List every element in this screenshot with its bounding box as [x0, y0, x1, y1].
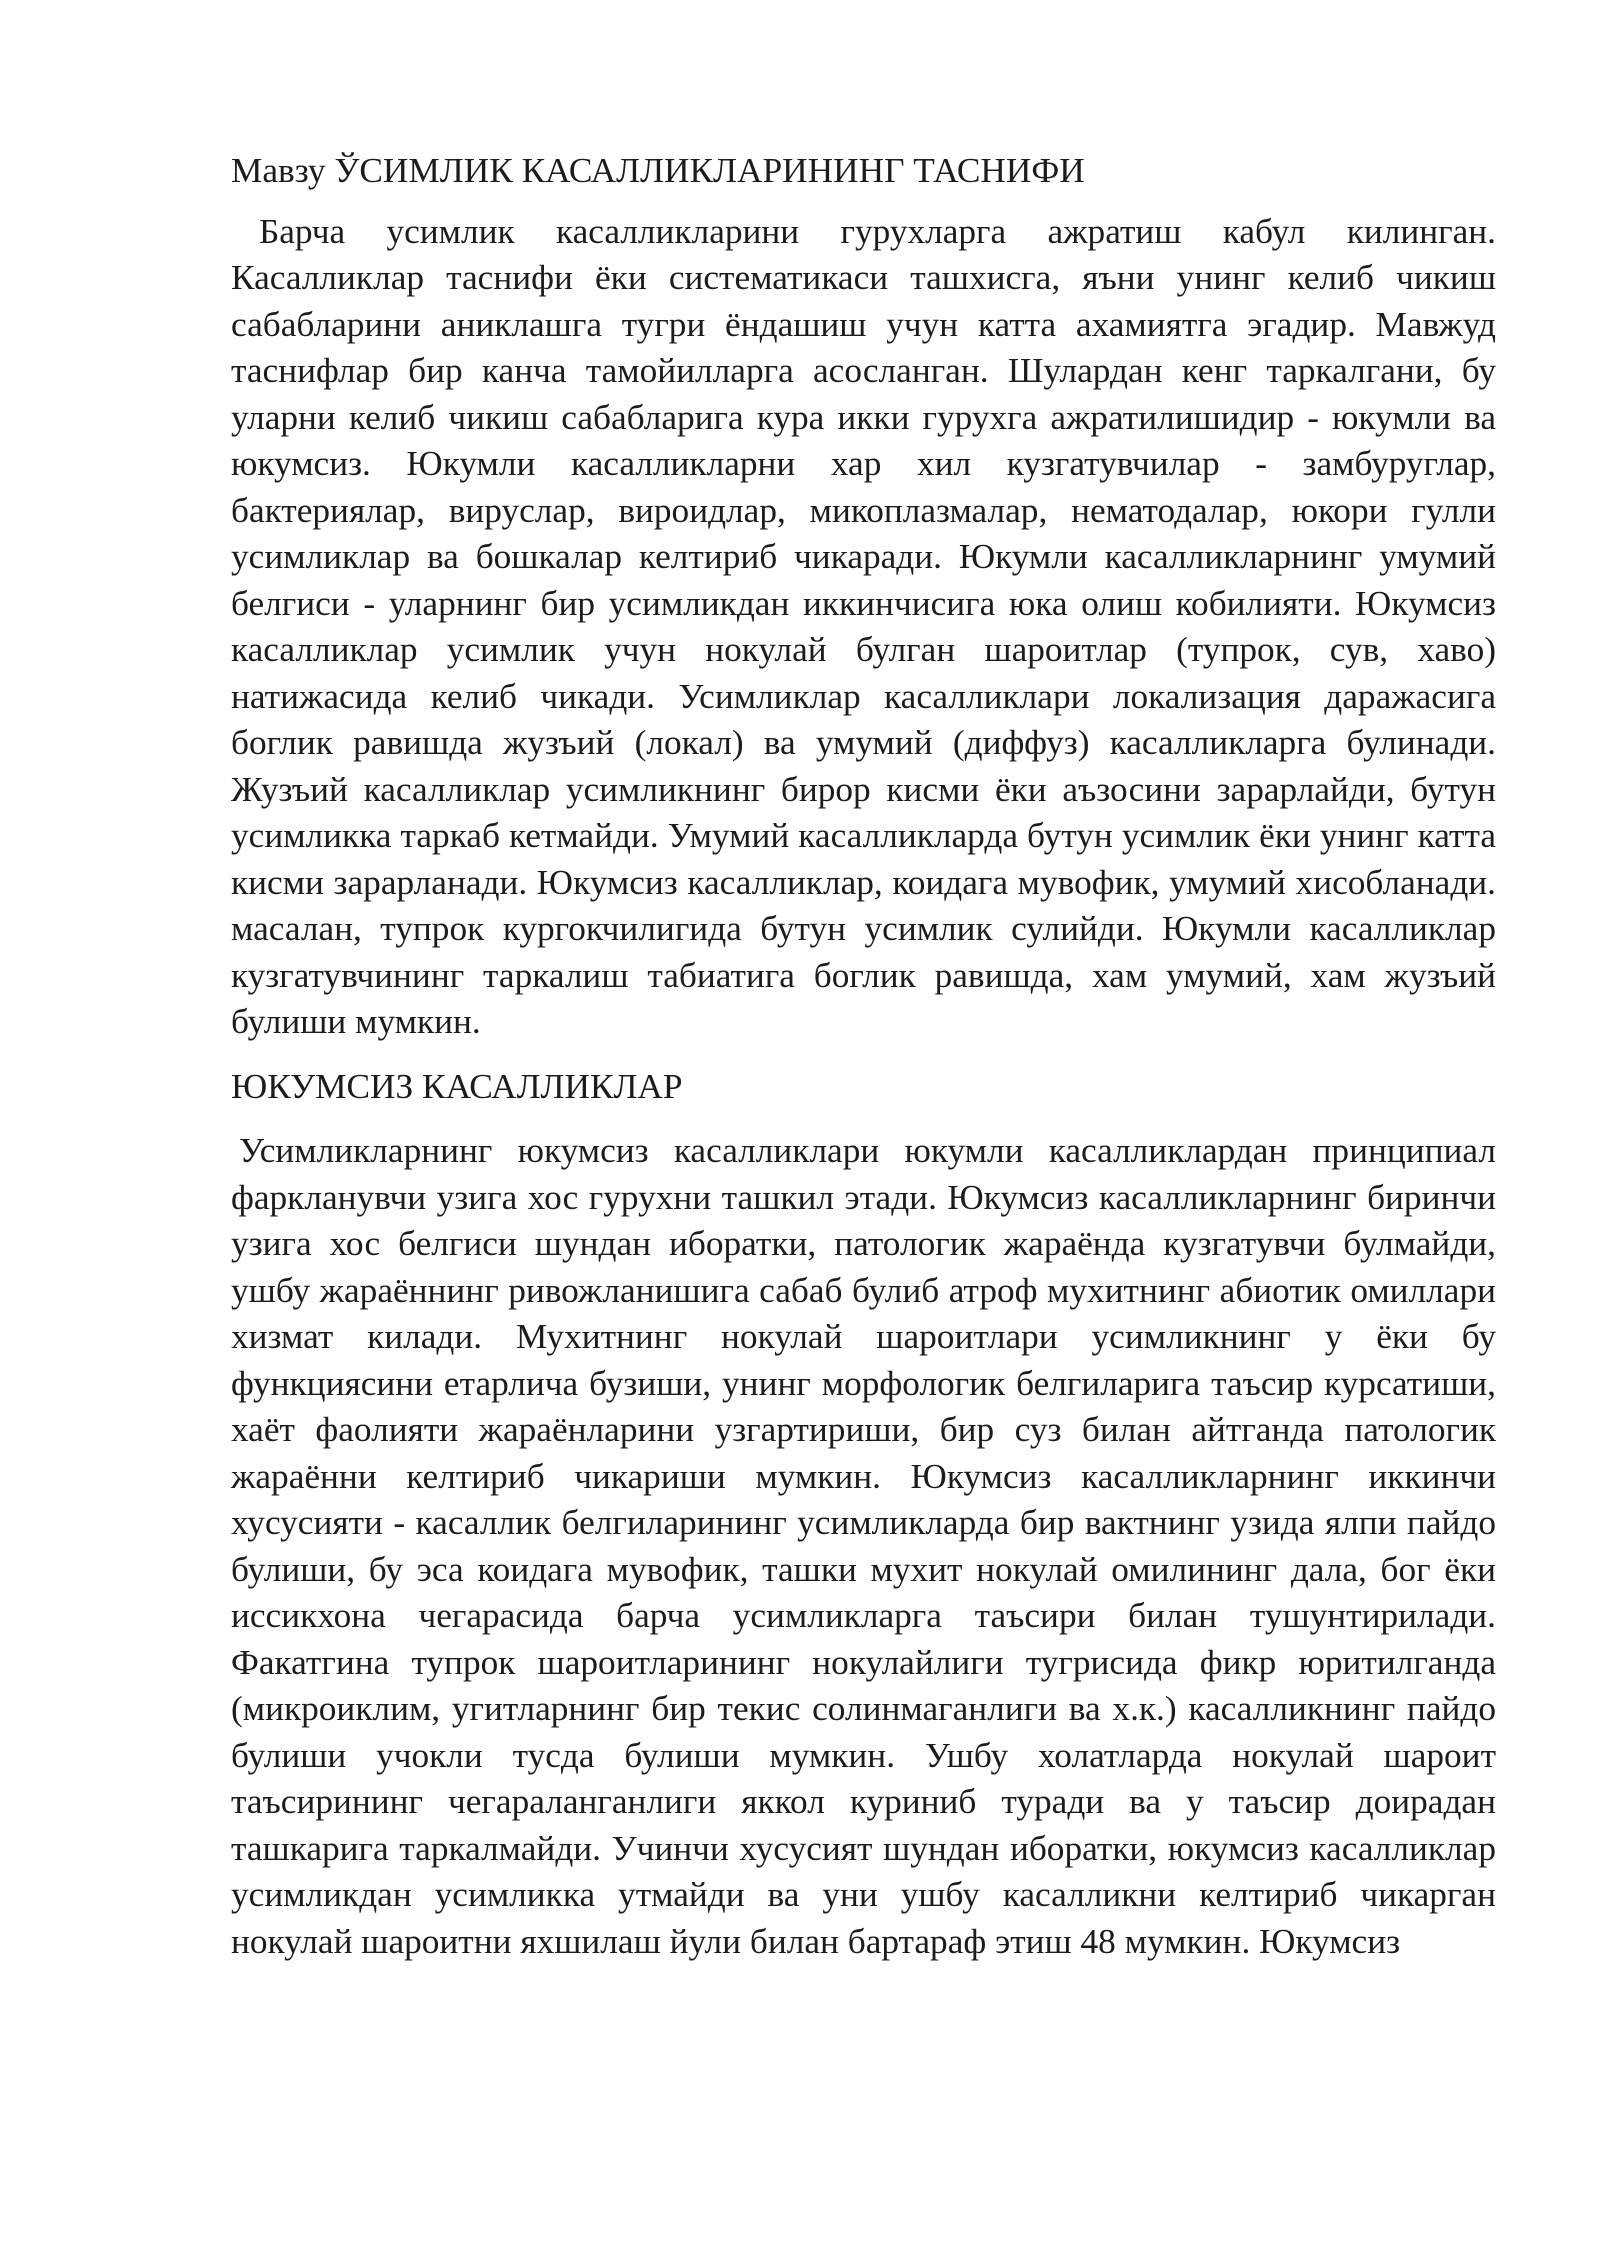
section-heading: ЮКУМСИЗ КАСАЛЛИКЛАР	[231, 1066, 683, 1106]
document-body	[231, 148, 1496, 1965]
topic-heading: Мавзу ЎСИМЛИК КАСАЛЛИКЛАРИНИНГ ТАСНИФИ	[231, 151, 1085, 190]
intro-paragraph: Барча усимлик касалликларини гурухларга ажратиш кабул килинган. Касалликлар таснифи ёки систематикаси ташхисга, яъни унинг келиб чикиш сабабларини аниклашга тугри ёндашиш учун катта ахамиятга эгадир. Мавжуд таснифлар бир канча тамойилларга асосланган. Шулардан кенг таркалгани, бу уларни келиб чикиш сабабларига кура икки гурухга ажратилишидир - юкумли ва юкумсиз. Юкумли касалликларни хар хил кузгатувчилар - замбуруглар, бактериялар, вируслар, вироидлар, микоплазмалар, нематодалар, юкори гулли усимликлар ва бошкалар келтириб чикаради. Юкумли касалликларнинг умумий белгиси - уларнинг бир усимликдан иккинчисига юка олиш кобилияти. Юкумсиз касалликлар усимлик учун нокулай булган шароитлар (тупрок, сув, хаво) натижасида келиб чикади. Усимликлар касалликлари локализация даражасига боглик равишда жузъий (локал) ва умумий (диффуз) касалликларга булинади. Жузъий касалликлар усимликнинг бирор кисми ёки аъзосини зарарлайди, бутун усимликка таркаб кетмайди. Умумий касалликларда бутун усимлик ёки унинг катта кисми зарарланади. Юкумсиз касалликлар, коидага мувофик, умумий хисобланади. масалан, тупрок кургокчилигида бутун усимлик сулийди. Юкумли касалликлар кузгатувчининг таркалиш табиатига боглик равишда, хам умумий, хам жузъий булиши мумкин.	[231, 211, 1496, 1041]
section-paragraph: Усимликларнинг юкумсиз касалликлари юкумли касалликлардан принципиал фаркланувчи узига хос гурухни ташкил этади. Юкумсиз касалликларнинг биринчи узига хос белгиси шундан иборатки, патологик жараёнда кузгатувчи булмайди, ушбу жараённинг ривожланишига сабаб булиб атроф мухитнинг абиотик омиллари хизмат килади. Мухитнинг нокулай шароитлари усимликнинг у ёки бу функциясини етарлича бузиши, унинг морфологик белгиларига таъсир курсатиши, хаёт фаолияти жараёнларини узгартириши, бир суз билан айтганда патологик жараённи келтириб чикариши мумкин. Юкумсиз касалликларнинг иккинчи хусусияти - касаллик белгиларининг усимликларда бир вактнинг узида ялпи пайдо булиши, бу эса коидага мувофик, ташки мухит нокулай омилининг дала, бог ёки иссикхона чегарасида барча усимликларга таъсири билан тушунтирилади. Факатгина тупрок шароитларининг нокулайлиги тугрисида фикр юритилганда (микроиклим, угитларнинг бир текис солинмаганлиги ва х.к.) касалликнинг пайдо булиши учокли тусда булиши мумкин. Ушбу холатларда нокулай шароит таъсирининг чегараланганлиги яккол куриниб туради ва у таъсир доирадан ташкарига таркалмайди. Учинчи хусусият шундан иборатки, юкумсиз касалликлар усимликдан усимликка утмайди ва уни ушбу касалликни келтириб чикарган нокулай шароитни яхшилаш йули билан бартараф этиш 48 мумкин. Юкумсиз	[231, 1131, 1496, 1961]
